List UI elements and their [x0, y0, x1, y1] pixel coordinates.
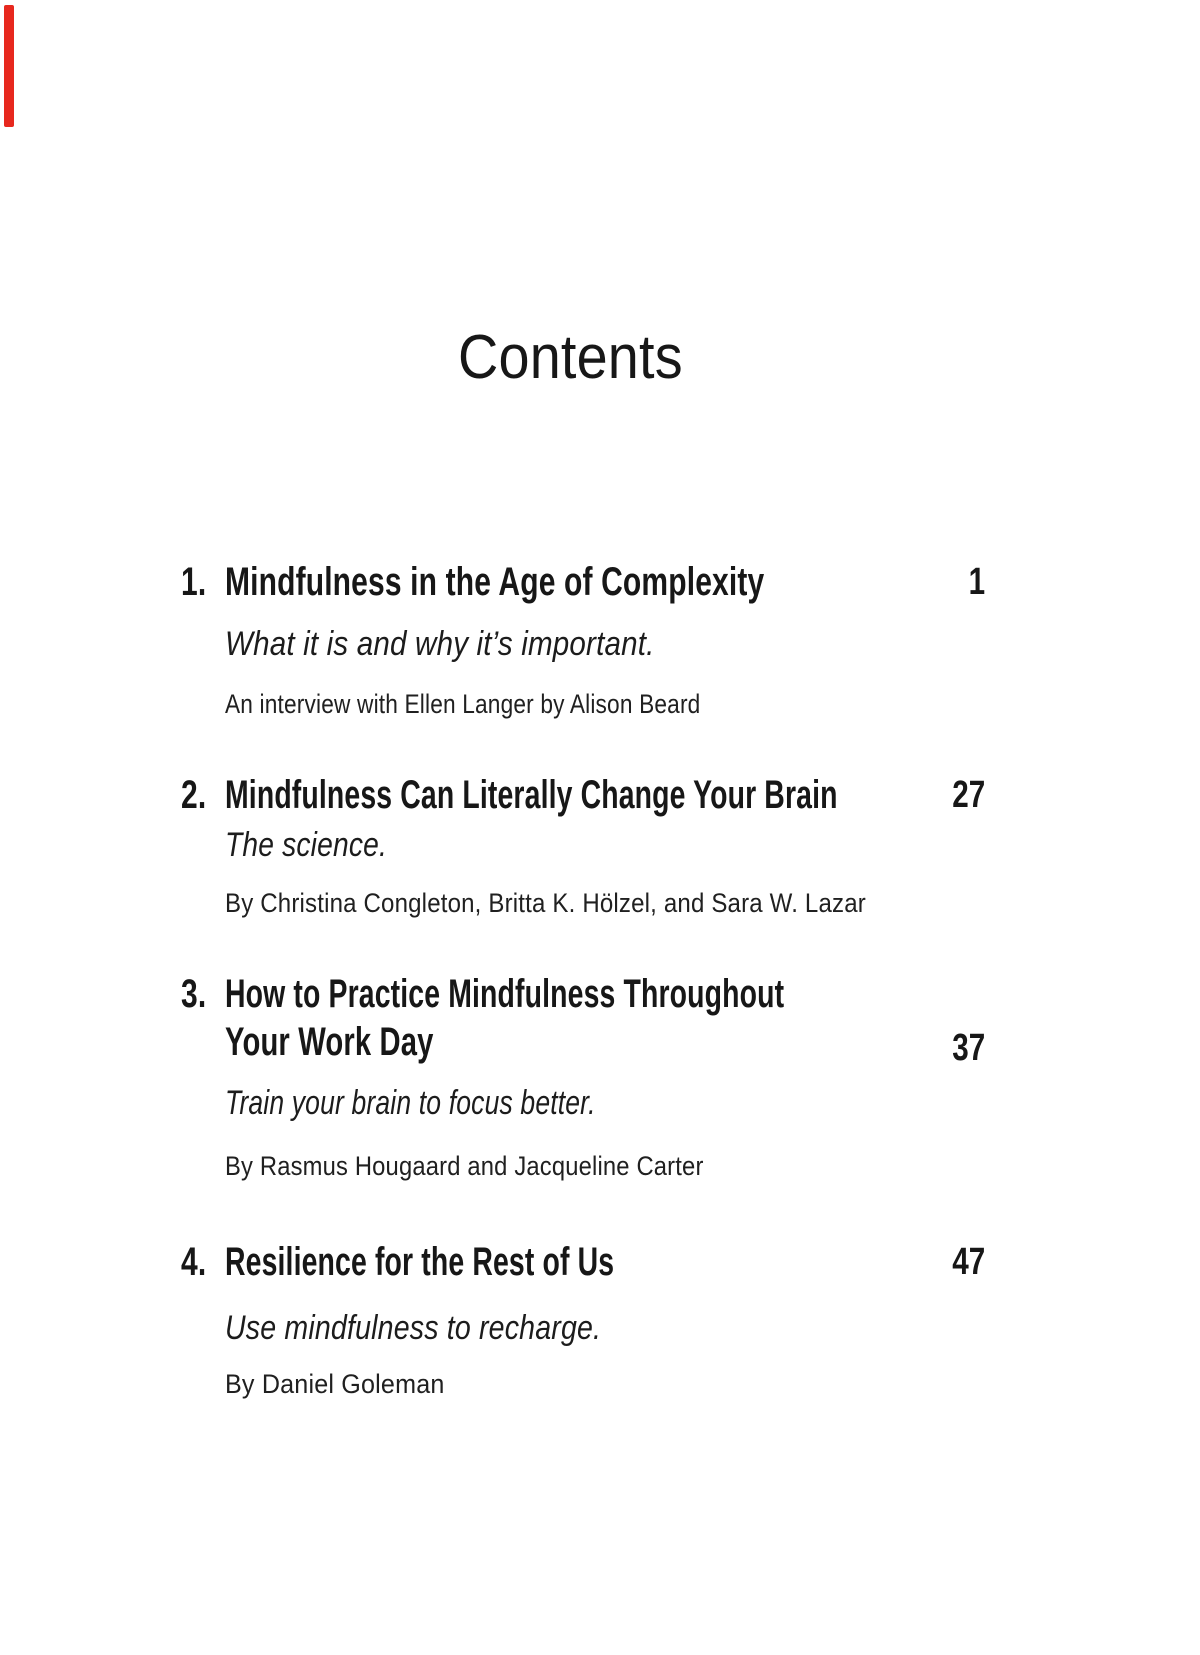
entry-number: 1. — [181, 560, 207, 604]
entry-subtitle: What it is and why it’s important. — [225, 625, 655, 663]
page-title: Contents — [458, 323, 683, 392]
entry-page-number: 37 — [952, 1027, 985, 1069]
entry-subtitle: Train your brain to focus better. — [225, 1084, 596, 1122]
entry-title: Mindfulness in the Age of Complexity — [225, 560, 765, 604]
entry-page-number: 27 — [952, 774, 985, 816]
entry-title: Resilience for the Rest of Us — [225, 1240, 615, 1284]
entry-number: 4. — [181, 1240, 207, 1284]
scan-red-mark — [4, 5, 14, 127]
entry-subtitle: The science. — [225, 826, 387, 864]
entry-number: 2. — [181, 773, 207, 817]
entry-number: 3. — [181, 972, 207, 1016]
entry-title: Mindfulness Can Literally Change Your Brain — [225, 773, 838, 817]
entry-byline: By Daniel Goleman — [225, 1369, 445, 1399]
entry-byline: By Rasmus Hougaard and Jacqueline Carter — [225, 1151, 704, 1181]
entry-byline: By Christina Congleton, Britta K. Hölzel, and Sara W. Lazar — [225, 888, 866, 918]
entry-page-number: 47 — [952, 1241, 985, 1283]
entry-title: How to Practice Mindfulness Throughout — [225, 972, 785, 1016]
entry-title-line2: Your Work Day — [225, 1020, 434, 1064]
entry-subtitle: Use mindfulness to recharge. — [225, 1309, 602, 1347]
entry-page-number: 1 — [968, 561, 985, 603]
entry-byline: An interview with Ellen Langer by Alison Beard — [225, 689, 701, 719]
